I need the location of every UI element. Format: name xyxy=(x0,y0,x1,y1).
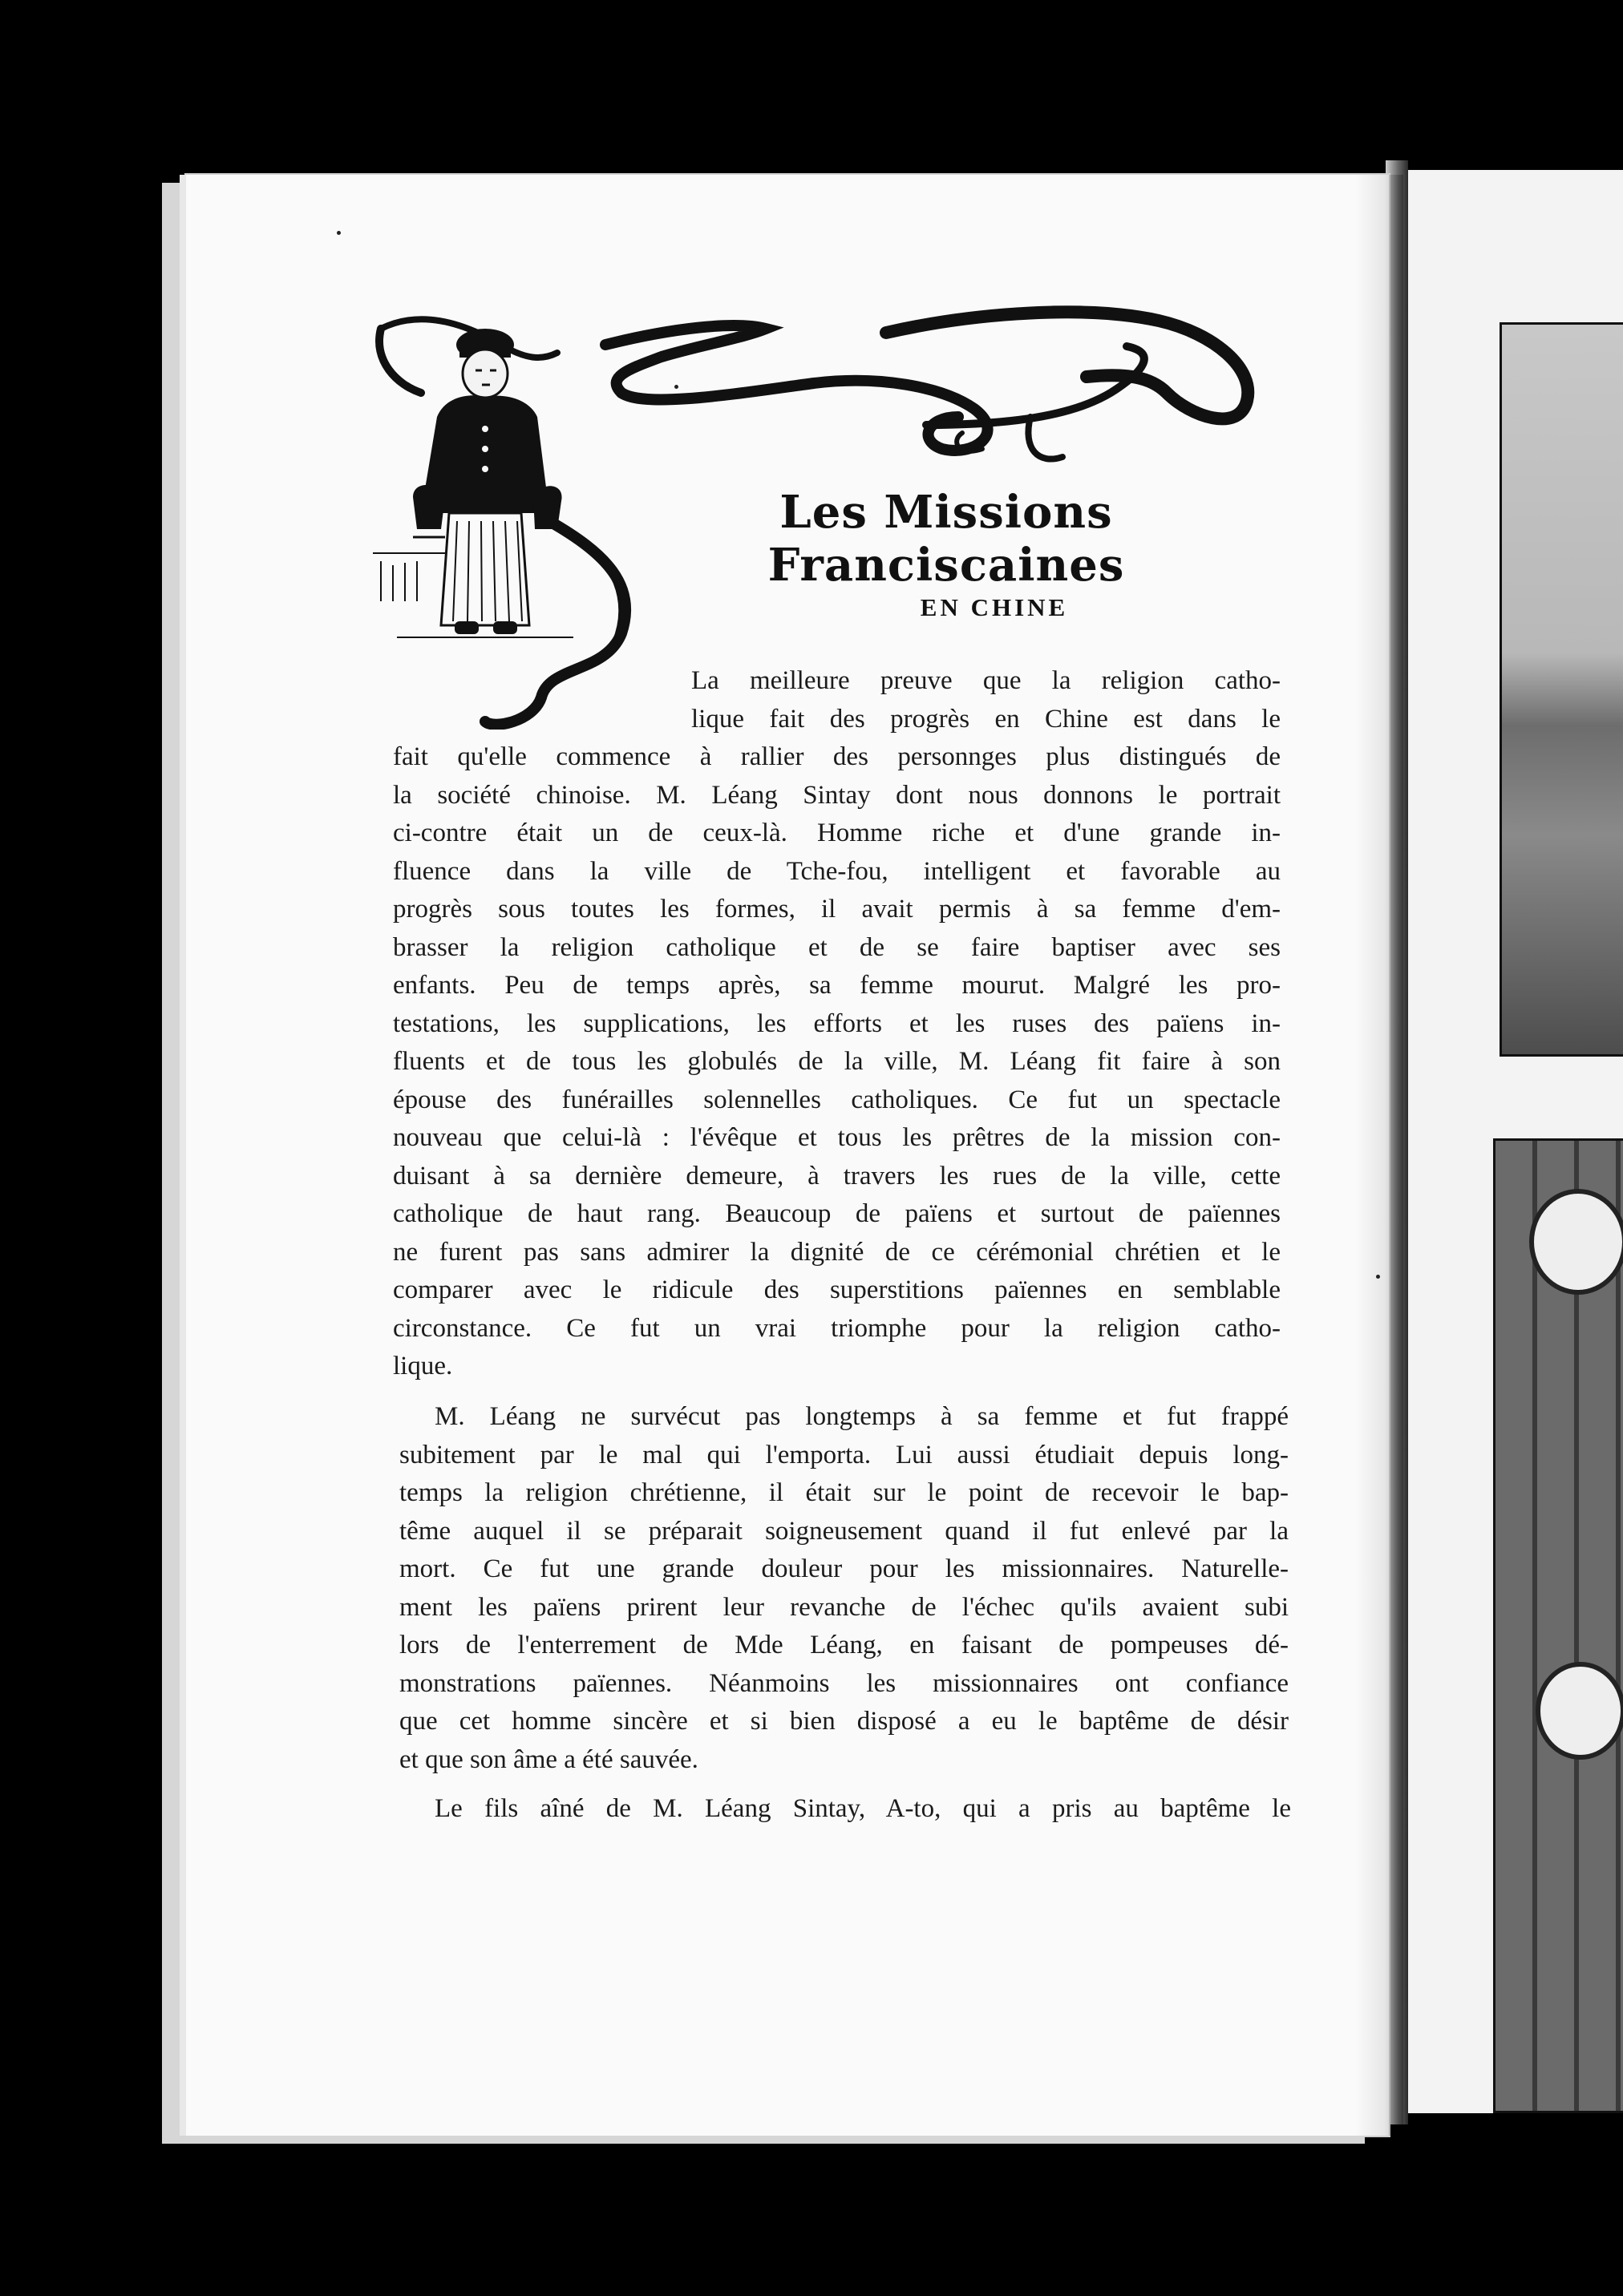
photograph-top xyxy=(1500,322,1623,1057)
text-line: lique. xyxy=(393,1352,453,1380)
text-line: lique fait des progrès en Chine est dans le xyxy=(691,704,1281,734)
chinese-figure-illustration xyxy=(397,329,573,637)
text-line: testations, les supplications, les efforts et les ruses des païens in- xyxy=(393,1009,1281,1038)
text-line: la société chinoise. M. Léang Sintay dont nous donnons le portrait xyxy=(393,780,1281,810)
text-line: ne furent pas sans admirer la dignité de ce cérémonial chrétien et le xyxy=(393,1237,1281,1267)
paragraph-1-top xyxy=(691,662,1281,738)
text-line: épouse des funérailles solennelles catholiques. Ce fut un spectacle xyxy=(393,1085,1281,1114)
text-line: comparer avec le ridicule des superstitions païennes en semblable xyxy=(393,1275,1281,1304)
text-line: que cet homme sincère et si bien disposé a eu le baptême de désir xyxy=(399,1707,1289,1736)
text-line: Le fils aîné de M. Léang Sintay, A-to, qui a pris au baptême le xyxy=(435,1794,1291,1823)
text-line: temps la religion chrétienne, il était sur le point de recevoir le bap- xyxy=(399,1478,1289,1507)
paper-speck xyxy=(1376,1275,1380,1279)
portrait-face-bottom xyxy=(1536,1662,1623,1760)
text-line: subitement par le mal qui l'emporta. Lui aussi étudiait depuis long- xyxy=(399,1440,1289,1469)
portrait-face-top xyxy=(1529,1189,1623,1295)
text-line: fluents et de tous les globulés de la ville, M. Léang fit faire à son xyxy=(393,1047,1281,1076)
text-line: progrès sous toutes les formes, il avait permis à sa femme d'em- xyxy=(393,895,1281,924)
text-line: ci-contre était un de ceux-là. Homme riche et d'une grande in- xyxy=(393,819,1281,847)
text-line: lors de l'enterrement de Mde Léang, en faisant de pompeuses dé- xyxy=(399,1631,1289,1659)
text-line: enfants. Peu de temps après, sa femme mourut. Malgré les pro- xyxy=(393,971,1281,1000)
text-line: circonstance. Ce fut un vrai triomphe pour la religion catho- xyxy=(393,1313,1281,1343)
text-line: et que son âme a été sauvée. xyxy=(399,1744,698,1774)
page-subtitle: EN CHINE xyxy=(920,593,1069,621)
paragraph-3 xyxy=(399,1790,1291,1829)
paper-speck xyxy=(337,231,341,235)
text-line: catholique de haut rang. Beaucoup de païens et surtout de païennes xyxy=(393,1199,1281,1228)
text-line: nouveau que celui-là : l'évêque et tous les prêtres de la mission con- xyxy=(393,1123,1281,1152)
text-line: La meilleure preuve que la religion catho- xyxy=(691,666,1281,695)
text-line: fait qu'elle commence à rallier des personnges plus distingués de xyxy=(393,742,1281,771)
page-title: Les Missions Franciscaines xyxy=(767,486,1125,592)
photograph-portraits xyxy=(1493,1138,1623,2113)
text-line: duisant à sa dernière demeure, à travers les rues de la ville, cette xyxy=(393,1161,1281,1190)
text-line: brasser la religion catholique et de se faire baptiser avec ses xyxy=(393,932,1281,962)
paragraph-1-body xyxy=(393,738,1281,1386)
text-line: fluence dans la ville de Tche-fou, intelligent et favorable au xyxy=(393,856,1281,886)
text-line: mort. Ce fut une grande douleur pour les missionnaires. Naturelle- xyxy=(399,1554,1289,1583)
text-line: tême auquel il se préparait soigneusement quand il fut enlevé par la xyxy=(399,1516,1289,1546)
page-edge-shadow xyxy=(1355,175,1403,2136)
text-line: ment les païens prirent leur revanche de l'échec qu'ils avaient subi xyxy=(399,1592,1289,1622)
text-line: M. Léang ne survécut pas longtemps à sa femme et fut frappé xyxy=(435,1402,1289,1431)
text-line: monstrations païennes. Néanmoins les missionnaires ont confiance xyxy=(399,1668,1289,1698)
paragraph-2 xyxy=(399,1398,1289,1779)
